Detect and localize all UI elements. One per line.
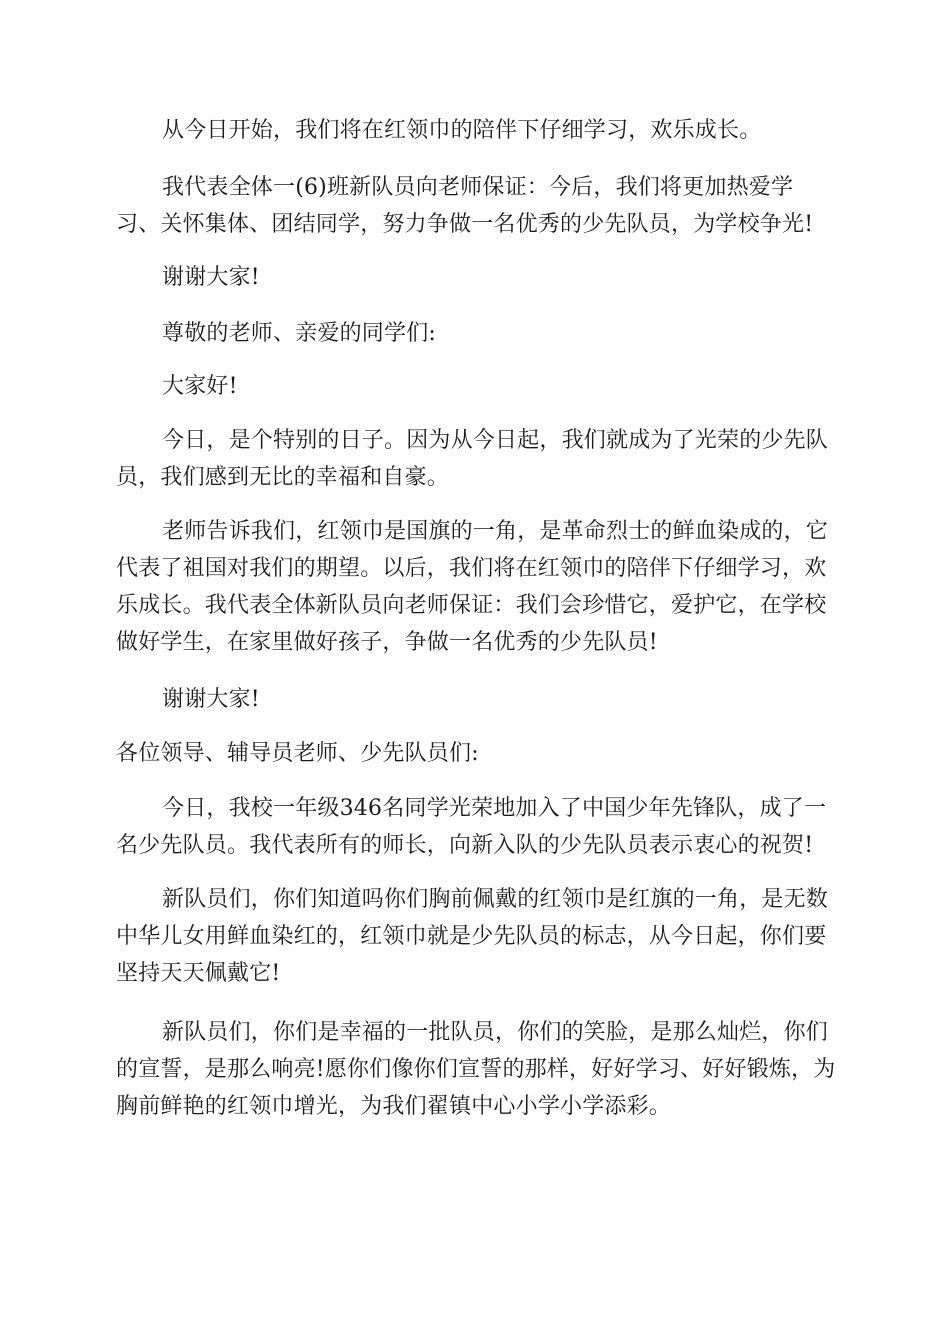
paragraph-2: 我代表全体一(6)班新队员向老师保证：今后，我们将更加热爱学习、关怀集体、团结同学，努力争做一名优秀的少先队员，为学校争光! bbox=[116, 175, 814, 237]
paragraph-11: 新队员们，你们知道吗你们胸前佩戴的红领巾是红旗的一角，是无数中华儿女用鲜血染红的，红领巾就是少先队员的标志，从今日起，你们要坚持天天佩戴它! bbox=[116, 887, 829, 986]
paragraph-7: 老师告诉我们，红领巾是国旗的一角，是革命烈士的鲜血染成的，它代表了祖国对我们的期望。以后，我们将在红领巾的陪伴下仔细学习，欢乐成长。我代表全体新队员向老师保证：我们会珍惜它，爱护它，在学校做好学生，在家里做好孩子，争做一名优秀的少先队员! bbox=[116, 519, 829, 655]
paragraph-12: 新队员们，你们是幸福的一批队员，你们的笑脸，是那么灿烂，你们的宣誓，是那么响亮!愿你们像你们宣誓的那样，好好学习、好好锻炼，为胸前鲜艳的红领巾增光，为我们翟镇中心小学小学添彩。 bbox=[116, 1020, 836, 1119]
paragraph-8: 谢谢大家! bbox=[162, 687, 260, 712]
paragraph-10: 今日，我校一年级346名同学光荣地加入了中国少年先锋队，成了一名少先队员。我代表所有的师长，向新入队的少先队员表示衷心的祝贺! bbox=[116, 796, 827, 858]
paragraph-5: 大家好! bbox=[162, 374, 238, 399]
paragraph-3: 谢谢大家! bbox=[162, 265, 260, 290]
paragraph-1: 从今日开始，我们将在红领巾的陪伴下仔细学习，欢乐成长。 bbox=[162, 118, 762, 143]
paragraph-9: 各位领导、辅导员老师、少先队员们: bbox=[116, 741, 479, 766]
paragraph-4: 尊敬的老师、亲爱的同学们: bbox=[162, 321, 437, 346]
paragraph-6: 今日，是个特别的日子。因为从今日起，我们就成为了光荣的少先队员，我们感到无比的幸福和自豪。 bbox=[116, 428, 829, 490]
